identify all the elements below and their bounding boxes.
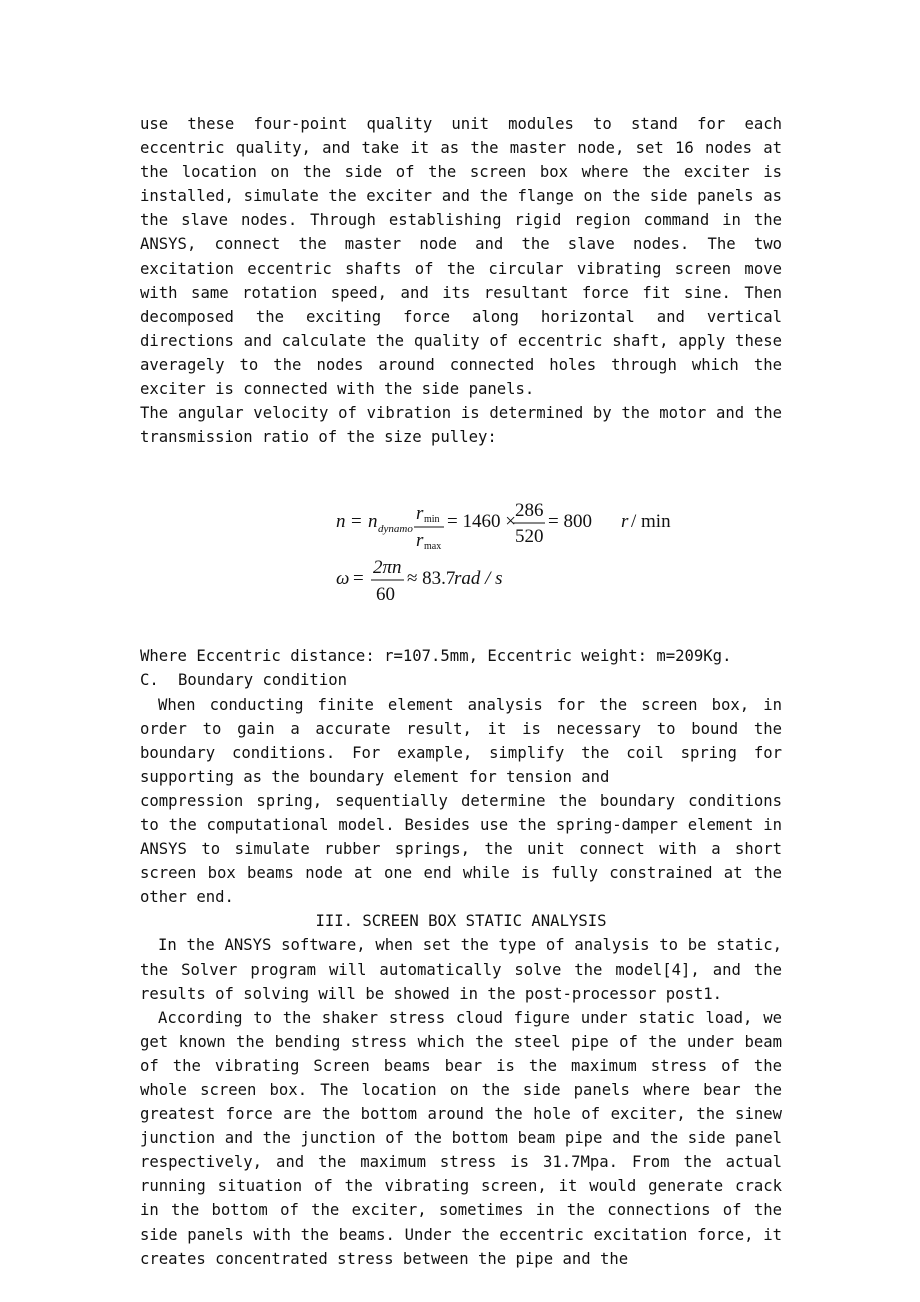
eq1-n-subscript: dynamo [378,523,413,536]
paragraph-eccentric-params: Where Eccentric distance: r=107.5mm, Eccentric weight: m=209Kg. [140,647,732,666]
eq2-lhs: ω [336,568,350,590]
subsection-letter: C. [140,671,159,690]
paragraph-static-2: According to the shaker stress cloud figure under static load, we get known the bending stress which the steel pipe of the under beam of the vibrating Screen beams bear is the maximum stress of the whole screen box. The location on the side panels where bear the greatest force are the bottom around the hole of exciter, the sinew junction and the junction of the bottom beam pipe and the side panel respectively, and the maximum stress is 31.7Mpa. From the actual running situation of the vibrating screen, it would generate crack in the bottom of the exciter, sometimes in the connections of the side panels with the beams. Under the eccentric excitation force, it creates concentrated stress between the pipe and the [140,1008,782,1268]
eq1-r-numerator-sub: min [424,514,440,526]
eq1-r-numerator: r [416,503,424,525]
eq1-equals: = [351,511,362,533]
eq2-approx: ≈ 83.7 [407,568,456,590]
paragraph-angular-velocity-intro: The angular velocity of vibration is determined by the motor and the transmission ratio of the size pulley: [140,404,782,447]
eq2-unit: rad / s [454,568,503,590]
paragraph-exciter-modeling: use these four-point quality unit modules to stand for each eccentric quality, and take it as the master node, set 16 nodes at the location on the side of the screen box where the exciter is installed, simulate the exciter and the flange on the side panels as the slave nodes. Through establishing rigid region command in the ANSYS, connect the master node and the slave nodes. The two excitation eccentric shafts of the circular vibrating screen move with same rotation speed, and its resultant force fit sine. Then decomposed the exciting force along horizontal and vertical directions and calculate the quality of eccentric shaft, apply these averagely to the nodes around connected holes through which the exciter is connected with the side panels. [140,115,782,399]
paragraph-boundary-1: When conducting finite element analysis for the screen box, in order to gain a accurate result, it is necessary to bound the boundary conditions. For example, simplify the coil spring for supporting as the boundary element for tension and [140,695,782,786]
subsection-title: Boundary condition [178,671,347,690]
eq1-n-symbol: n [368,511,378,533]
eq2-equals: = [353,568,364,590]
subsection-heading-boundary [140,668,782,692]
eq1-unit-r: r [621,511,629,533]
paragraph-static-1: In the ANSYS software, when set the type of analysis to be static, the Solver program will automatically solve the model[4], and the results of solving will be showed in the post-processor post1. [140,936,782,1003]
eq1-unit-rest: / min [631,511,671,533]
paragraph-boundary-2: compression spring, sequentially determine the boundary conditions to the computational model. Besides use the spring-damper element in ANSYS to simulate rubber springs, the unit connect with a short screen box beams node at one end while is fully constrained at the other end. [140,791,782,907]
equation-block [140,449,782,644]
paper-page [140,112,782,1271]
eq1-result: = 800 [548,511,592,533]
eq1-middle: = 1460 × [447,511,516,533]
eq2-denominator: 60 [376,584,395,606]
eq2-numerator: 2πn [373,557,402,579]
eq1-frac-numerator: 286 [515,500,544,522]
eq1-frac-denominator: 520 [515,526,544,548]
eq1-r-denominator: r [416,530,424,552]
section-heading-static-analysis: III. SCREEN BOX STATIC ANALYSIS [315,912,607,931]
eq1-lhs: n [336,511,346,533]
eq1-r-denominator-sub: max [424,541,442,553]
equation-rotation-speed [336,500,671,552]
equation-angular-velocity [336,557,503,605]
equations-svg [140,449,782,644]
